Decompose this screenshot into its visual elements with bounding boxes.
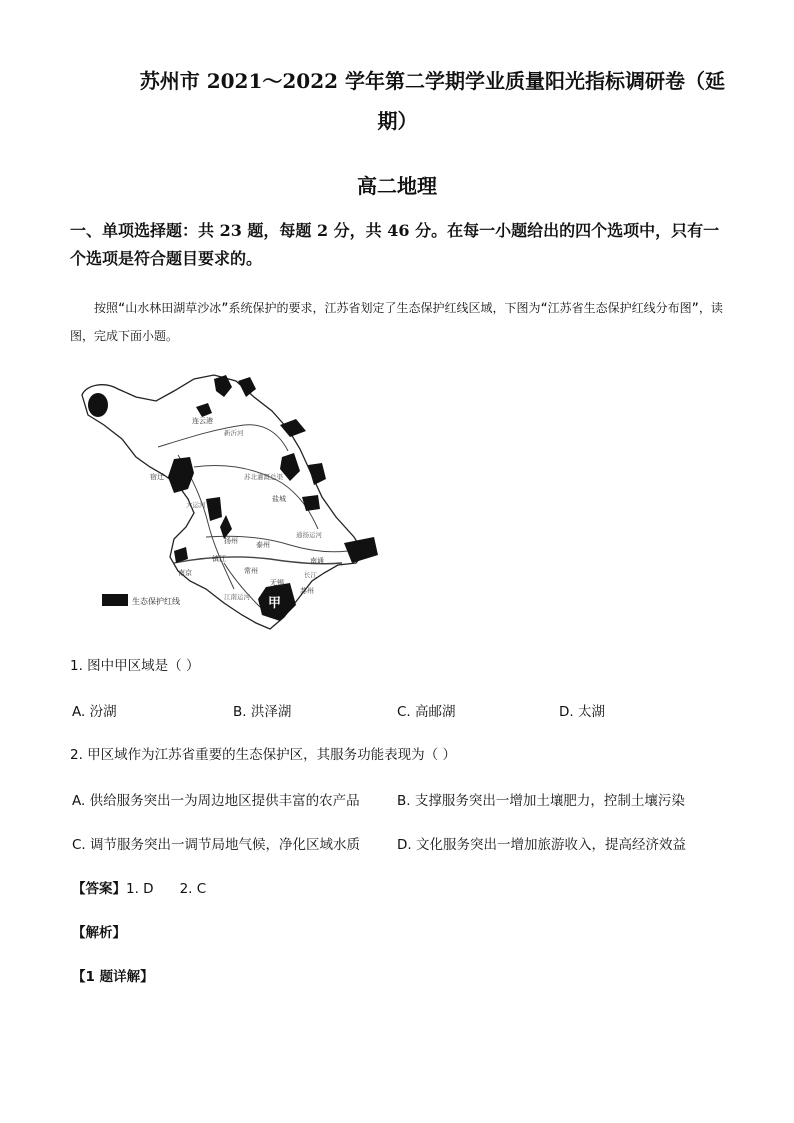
city-label-nanjing: 南京 <box>178 569 192 577</box>
question-2-option-d: D. 文化服务突出一增加旅游收入，提高经济效益 <box>397 837 686 853</box>
answer-label: 【答案】 <box>72 881 126 897</box>
city-label-zhenjiang: 镇江 <box>212 555 226 563</box>
answer-item-1: 1. D <box>126 881 154 897</box>
water-label-xinyi-river: 新沂河 <box>224 429 244 437</box>
question-2-option-a: A. 供给服务突出一为周边地区提供丰富的农产品 <box>72 793 360 809</box>
question-1-option-a: A. 汾湖 <box>72 704 117 720</box>
question-2-option-c: C. 调节服务突出一调节局地气候，净化区域水质 <box>72 837 361 853</box>
water-label-jiangnan-canal: 江南运河 <box>224 593 250 601</box>
water-label-tongyang-canal: 通扬运河 <box>296 531 322 539</box>
question-1-option-b: B. 洪泽湖 <box>233 704 292 720</box>
city-label-lianyungang: 连云港 <box>192 417 213 425</box>
analysis-label: 【解析】 <box>72 925 126 941</box>
legend-label: 生态保护红线 <box>132 597 180 606</box>
question-1-stem: 1. 图中甲区域是（ ） <box>70 658 200 674</box>
jiangsu-map-figure <box>74 367 386 636</box>
city-label-nantong: 南通 <box>310 557 324 565</box>
intro-paragraph: 按照“山水林田湖草沙冰”系统保护的要求，江苏省划定了生态保护红线区域，下图为“江苏省生态保护红线分布图”，读图，完成下面小题。 <box>70 301 723 343</box>
question-1-option-c: C. 高邮湖 <box>397 704 456 720</box>
page-title-line2: 期） <box>377 109 418 133</box>
question-1-option-d: D. 太湖 <box>559 704 605 720</box>
province-outline <box>82 375 364 629</box>
page-title-line1: 苏州市 2021～2022 学年第二学期学业质量阳光指标调研卷（延 <box>139 69 725 93</box>
jiangsu-map-svg <box>74 367 386 632</box>
section-heading: 一、单项选择题：共 23 题，每题 2 分，共 46 分。在每一小题给出的四个选项中，只有一个选项是符合题目要求的。 <box>70 221 720 268</box>
water-label-grand-canal: 大运河 <box>186 501 206 509</box>
question-2-stem: 2. 甲区域作为江苏省重要的生态保护区，其服务功能表现为（ ） <box>70 747 456 763</box>
answer-item-2: 2. C <box>179 881 207 897</box>
detail-label-q1: 【1 题详解】 <box>72 969 154 985</box>
city-label-suzhou: 苏州 <box>300 587 314 595</box>
city-label-changzhou: 常州 <box>244 567 258 575</box>
answer-line <box>72 877 206 897</box>
city-label-taizhou: 泰州 <box>256 541 270 549</box>
water-label-yangtze: 长江 <box>304 571 317 579</box>
legend-swatch <box>102 594 128 606</box>
subject-title: 高二地理 <box>357 174 437 198</box>
question-2-option-b: B. 支撑服务突出一增加土壤肥力，控制土壤污染 <box>397 793 685 809</box>
city-label-yancheng: 盐城 <box>272 495 286 503</box>
city-label-wuxi: 无锡 <box>270 579 284 587</box>
water-label-subei-canal: 苏北灌溉总渠 <box>244 473 283 481</box>
city-label-yangzhou: 扬州 <box>224 537 238 545</box>
region-marker-jia: 甲 <box>268 596 282 611</box>
city-label-suqian: 宿迁 <box>150 473 164 481</box>
